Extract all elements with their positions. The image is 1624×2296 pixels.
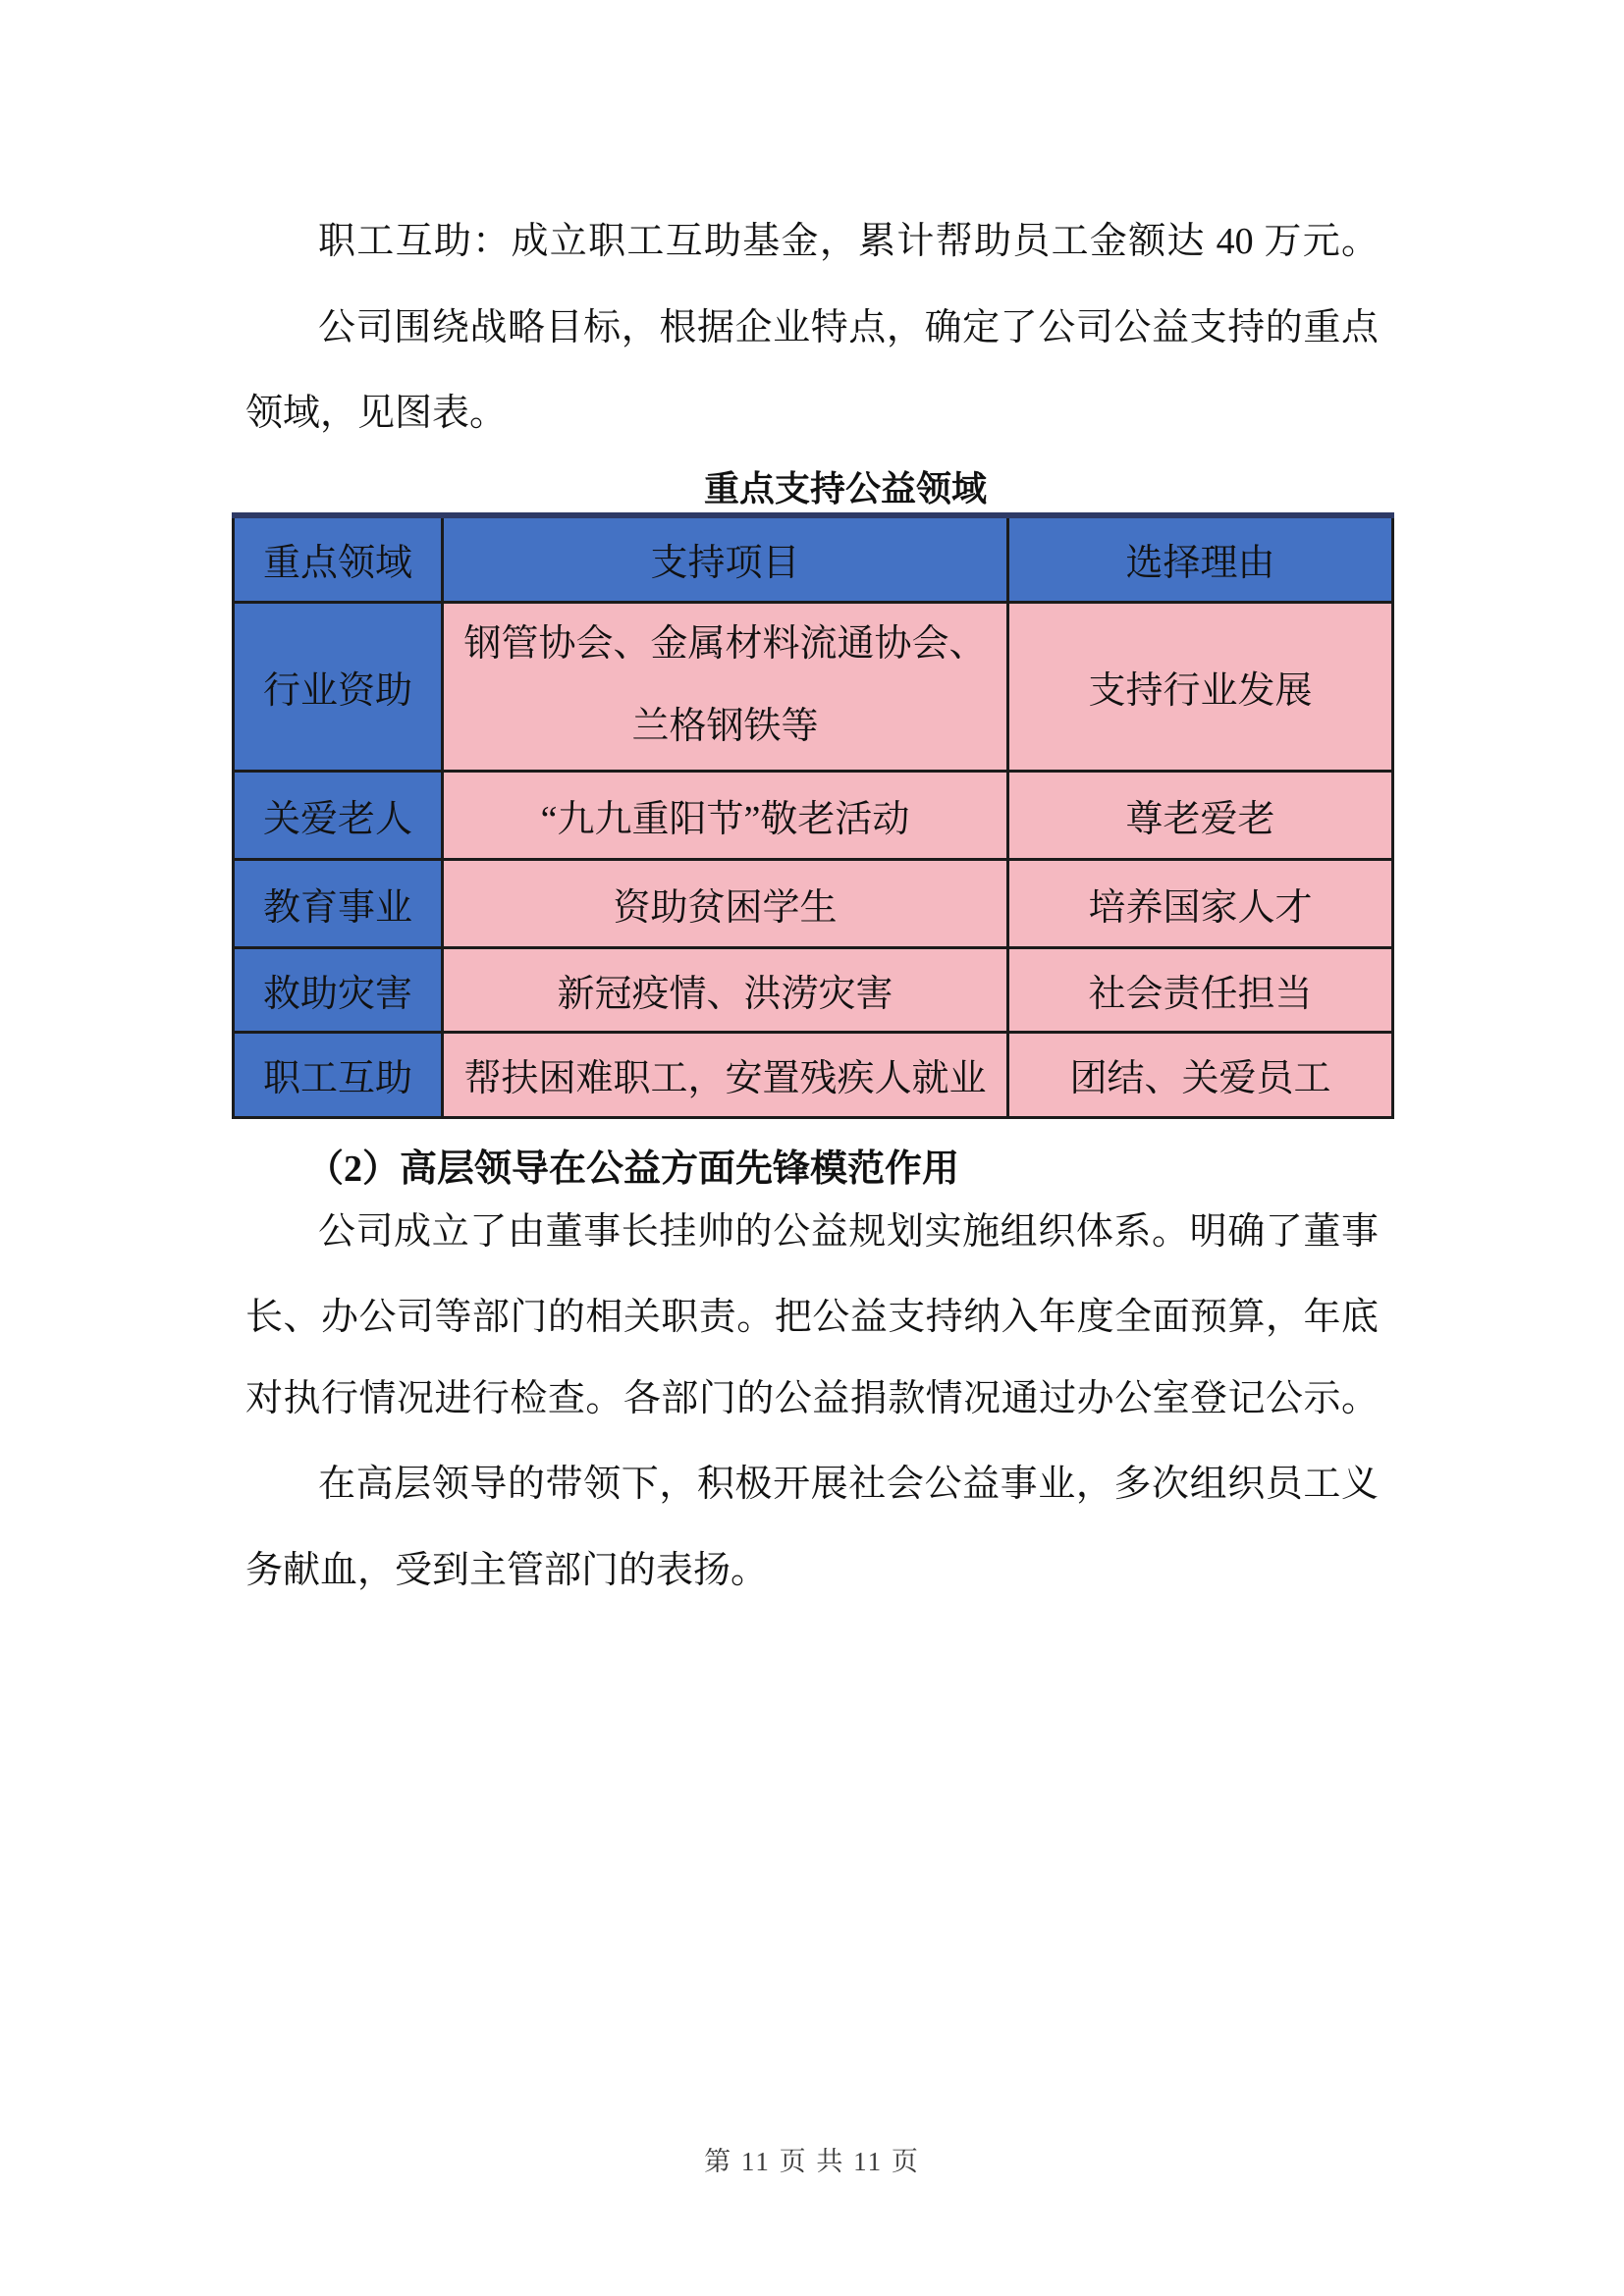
project-cell-line: 兰格钢铁等 (631, 706, 819, 747)
reason-cell: 尊老爱老 (1008, 771, 1393, 859)
paragraph-line: 长、办公司等部门的相关职责。把公益支持纳入年度全面预算，年底 (245, 1297, 1379, 1338)
area-cell: 职工互助 (234, 1032, 443, 1117)
table-row (234, 947, 1393, 1032)
public-welfare-table (232, 512, 1391, 1119)
area-cell: 教育事业 (234, 859, 443, 947)
table-header-cell: 重点领域 (234, 515, 443, 602)
paragraph-line: 领域，见图表。 (245, 393, 508, 434)
project-cell: 帮扶困难职工，安置残疾人就业 (443, 1032, 1008, 1117)
reason-cell: 社会责任担当 (1008, 947, 1393, 1032)
paragraph-line: 对执行情况进行检查。各部门的公益捐款情况通过办公室登记公示。 (245, 1378, 1379, 1419)
table-title: 重点支持公益领域 (703, 469, 987, 508)
project-cell: 新冠疫情、洪涝灾害 (443, 947, 1008, 1032)
project-cell: “九九重阳节”敬老活动 (443, 771, 1008, 859)
table-row (234, 602, 1393, 771)
area-cell: 行业资助 (234, 602, 443, 771)
table-row (234, 1032, 1393, 1117)
paragraph-line: 职工互助：成立职工互助基金，累计帮助员工金额达 40 万元。 (318, 221, 1379, 262)
reason-cell: 培养国家人才 (1008, 859, 1393, 947)
area-cell: 关爱老人 (234, 771, 443, 859)
table-row (234, 859, 1393, 947)
area-cell: 救助灾害 (234, 947, 443, 1032)
table-header-cell: 选择理由 (1008, 515, 1393, 602)
paragraph-line: 务献血，受到主管部门的表扬。 (245, 1550, 769, 1591)
paragraph-line: 在高层领导的带领下，积极开展社会公益事业，多次组织员工义 (318, 1464, 1379, 1505)
reason-cell: 团结、关爱员工 (1008, 1032, 1393, 1117)
project-cell (443, 602, 1008, 771)
section-heading: （2）高层领导在公益方面先锋模范作用 (306, 1148, 960, 1190)
paragraph-line: 公司成立了由董事长挂帅的公益规划实施组织体系。明确了董事 (318, 1211, 1379, 1253)
table-row (234, 771, 1393, 859)
paragraph-line: 公司围绕战略目标，根据企业特点，确定了公司公益支持的重点 (318, 307, 1379, 348)
project-cell: 资助贫困学生 (443, 859, 1008, 947)
project-cell-line: 钢管协会、金属材料流通协会、 (463, 623, 987, 666)
table-header-row (234, 515, 1393, 602)
page-footer: 第 11 页 共 11 页 (704, 2147, 920, 2176)
reason-cell: 支持行业发展 (1008, 602, 1393, 771)
table-header-cell: 支持项目 (443, 515, 1008, 602)
